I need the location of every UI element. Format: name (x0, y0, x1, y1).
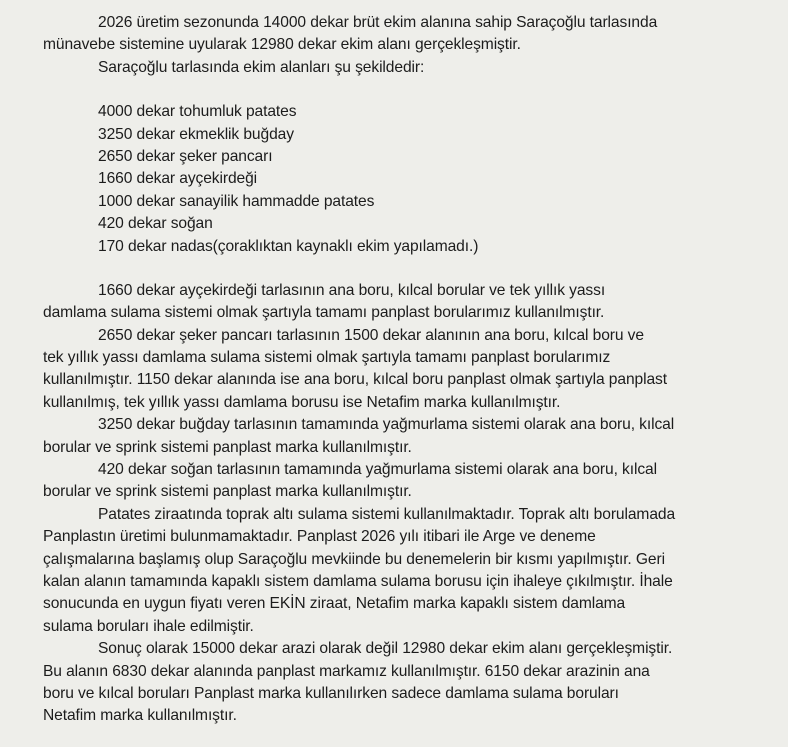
paragraph-line: 2650 dekar şeker pancarı tarlasının 1500 dekar alanının ana boru, kılcal boru ve (98, 326, 644, 344)
paragraph-onion (43, 459, 732, 504)
paragraph-line: kalan alanın tamamında kapaklı sistem damlama sulama borusu için ihaleye çıkılmıştır. İhale (43, 572, 673, 590)
paragraph-line: kullanılmıştır. 1150 dekar alanında ise ana boru, kılcal boru panplast olmak şartıyla panplast (43, 371, 667, 389)
list-item: 4000 dekar tohumluk patates (98, 103, 297, 121)
paragraph-line: borular ve sprink sistemi panplast marka kullanılmıştır. (43, 438, 412, 456)
paragraph-line: boru ve kılcal boruları Panplast marka kullanılırken sadece damlama sulama boruları (43, 684, 619, 702)
paragraph-sugar-beet (43, 325, 732, 415)
paragraph-sunflower (43, 280, 732, 325)
paragraph-line: 420 dekar soğan tarlasının tamamında yağmurlama sistemi olarak ana boru, kılcal (98, 461, 657, 479)
list-item: 170 dekar nadas(çoraklıktan kaynaklı ekim yapılamadı.) (98, 237, 479, 255)
list-item: 3250 dekar ekmeklik buğday (98, 125, 294, 143)
paragraph-line: damlama sulama sistemi olmak şartıyla tamamı panplast borularımız kullanılmıştır. (43, 304, 605, 322)
paragraph-line: 1660 dekar ayçekirdeği tarlasının ana boru, kılcal borular ve tek yıllık yassı (98, 281, 606, 299)
paragraph-line: Sonuç olarak 15000 dekar arazi olarak değil 12980 dekar ekim alanı gerçekleşmiştir. (98, 640, 673, 658)
paragraph-line: Patates ziraatında toprak altı sulama sistemi kullanılmaktadır. Toprak altı borulamada (98, 505, 676, 523)
paragraph-line: tek yıllık yassı damlama sulama sistemi olmak şartıyla tamamı panplast borularımız (43, 349, 611, 367)
paragraph-line: Panplastın üretimi bulunmamaktadır. Panplast 2026 yılı itibari ile Arge ve deneme (43, 528, 596, 546)
list-item: 2650 dekar şeker pancarı (98, 147, 273, 165)
paragraph-line: Netafim marka kullanılmıştır. (43, 707, 237, 725)
paragraph-line: 3250 dekar buğday tarlasının tamamında yağmurlama sistemi olarak ana boru, kılcal (98, 416, 675, 434)
paragraph-line: Bu alanın 6830 dekar alanında panplast markamız kullanılmıştır. 6150 dekar arazinin ana (43, 662, 650, 680)
paragraph-line: sulama boruları ihale edilmiştir. (43, 617, 254, 635)
list-item: 420 dekar soğan (98, 215, 213, 233)
intro-line: 2026 üretim sezonunda 14000 dekar brüt ekim alanına sahip Saraçoğlu tarlasında (98, 14, 658, 31)
paragraph-line: borular ve sprink sistemi panplast marka kullanılmıştır. (43, 483, 412, 501)
paragraph-line: çalışmalarına başlamış olup Saraçoğlu mevkiinde bu denemelerin bir kısmı yapılmıştır. Geri (43, 550, 665, 568)
intro-line: Saraçoğlu tarlasında ekim alanları şu şekildedir: (98, 58, 425, 76)
intro-line: münavebe sistemine uyularak 12980 dekar ekim alanı gerçekleşmiştir. (43, 36, 521, 54)
paragraph-wheat (43, 414, 732, 459)
paragraph-line: sonucunda en uygun fiyatı veren EKİN ziraat, Netafim marka kapaklı sistem damlama (43, 595, 626, 613)
paragraph-conclusion (43, 638, 732, 728)
list-item: 1660 dekar ayçekirdeği (98, 170, 258, 188)
crop-list (43, 101, 732, 258)
paragraph-line: kullanılmış, tek yıllık yassı damlama borusu ise Netafim marka kullanılmıştır. (43, 393, 561, 411)
list-item: 1000 dekar sanayilik hammadde patates (98, 192, 375, 210)
paragraph-potato (43, 504, 732, 638)
